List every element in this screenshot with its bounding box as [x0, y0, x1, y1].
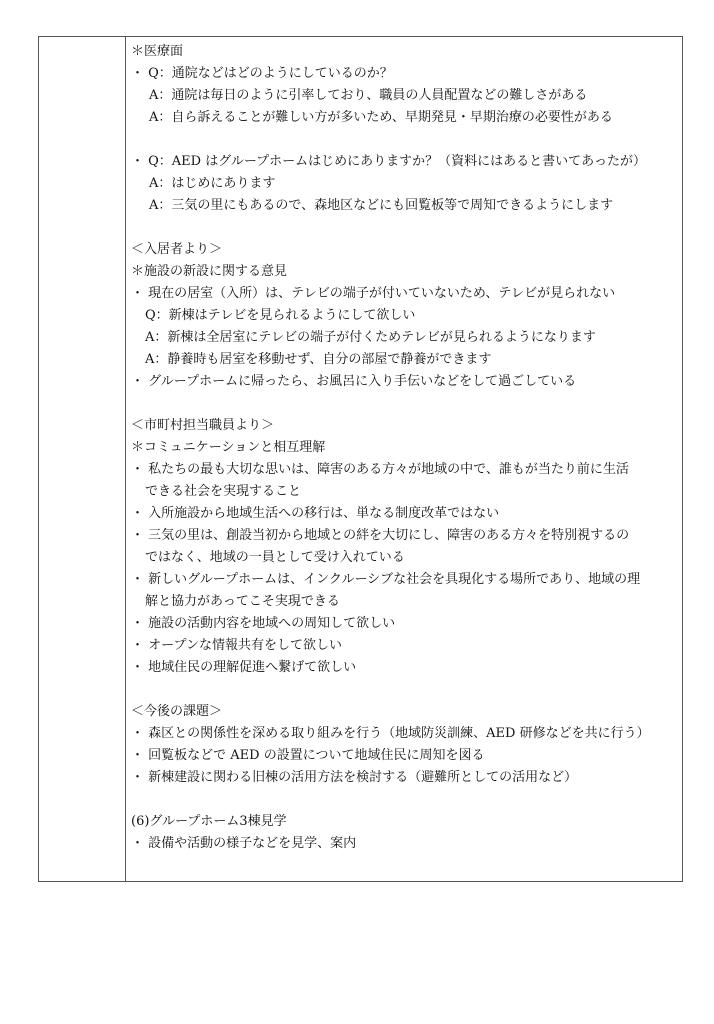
municipal-l5: ・ 施設の活動内容を地域への周知して欲しい — [131, 616, 396, 631]
municipal-l7: ・ 地域住民の理解促進へ繋げて欲しい — [131, 660, 357, 675]
spacer — [131, 217, 676, 239]
issues-l2: ・ 回覧板などで AED の設置について地域住民に周知を図る — [131, 748, 485, 763]
spacer — [131, 393, 676, 415]
municipal-l1: ・ 私たちの最も大切な思いは、障害のある方々が地域の中で、誰もが当たり前に生活 — [131, 462, 629, 477]
municipal-l3: ・ 三気の里は、創設当初から地域との絆を大切にし、障害のある方々を特別視するの — [131, 528, 630, 543]
medical-a3: A：はじめにあります — [149, 176, 276, 191]
residents-a2: A：静養時も居室を移動せず、自分の部屋で静養ができます — [145, 352, 492, 367]
medical-a4: A：三気の里にもあるので、森地区などにも回覧板等で周知できるようにします — [149, 198, 614, 213]
municipal-l4: ・ 新しいグループホームは、インクルーシブな社会を具現化する場所であり、地域の理 — [131, 572, 641, 587]
medical-q2: ・ Q：AED はグループホームはじめにありますか？（資料にはあると書いてあったが） — [131, 154, 647, 169]
spacer — [131, 679, 676, 701]
tour-heading: (6)グループホーム3棟見学 — [131, 814, 287, 829]
municipal-l4-cont: 解と協力があってこそ実現できる — [145, 594, 340, 609]
issues-heading: ＜今後の課題＞ — [131, 704, 223, 719]
residents-p1: ・ 現在の居室（入所）は、テレビの端子が付いていないため、テレビが見られない — [131, 286, 616, 301]
residents-a1: A：新棟は全居室にテレビの端子が付くためテレビが見られるようになります — [145, 330, 596, 345]
municipal-l6: ・ オープンな情報共有をして欲しい — [131, 638, 342, 653]
medical-a2: A：自ら訴えることが難しい方が多いため、早期発見・早期治療の必要性がある — [149, 110, 613, 125]
residents-p2: ・ グループホームに帰ったら、お風呂に入り手伝いなどをして過ごしている — [131, 374, 577, 389]
spacer — [131, 789, 676, 811]
municipal-subheading: ＊コミュニケーションと相互理解 — [131, 440, 326, 455]
residents-subheading: ＊施設の新設に関する意見 — [131, 264, 288, 279]
spacer — [131, 129, 676, 151]
residents-heading: ＜入居者より＞ — [131, 242, 223, 257]
minutes-content — [131, 41, 676, 855]
medical-q1: ・ Q：通院などはどのようにしているのか？ — [131, 66, 393, 81]
column-divider — [125, 37, 126, 881]
municipal-l2: ・ 入所施設から地域生活への移行は、単なる制度改革ではない — [131, 506, 500, 521]
issues-l1: ・ 森区との関係性を深める取り組みを行う（地域防災訓練、AED 研修などを共に行う） — [131, 726, 650, 741]
medical-a1: A：通院は毎日のように引率しており、職員の人員配置などの難しさがある — [149, 88, 588, 103]
table-frame — [38, 36, 683, 882]
tour-l1: ・ 設備や活動の様子などを見学、案内 — [131, 836, 357, 851]
municipal-l3-cont: ではなく、地域の一員として受け入れている — [145, 550, 405, 565]
medical-heading: ＊医療面 — [131, 44, 184, 59]
residents-q1: Q：新棟はテレビを見られるようにして欲しい — [145, 308, 416, 323]
municipal-l1-cont: できる社会を実現すること — [145, 484, 302, 499]
municipal-heading: ＜市町村担当職員より＞ — [131, 418, 275, 433]
issues-l3: ・ 新棟建設に関わる旧棟の活用方法を検討する（避難所としての活用など） — [131, 770, 578, 785]
